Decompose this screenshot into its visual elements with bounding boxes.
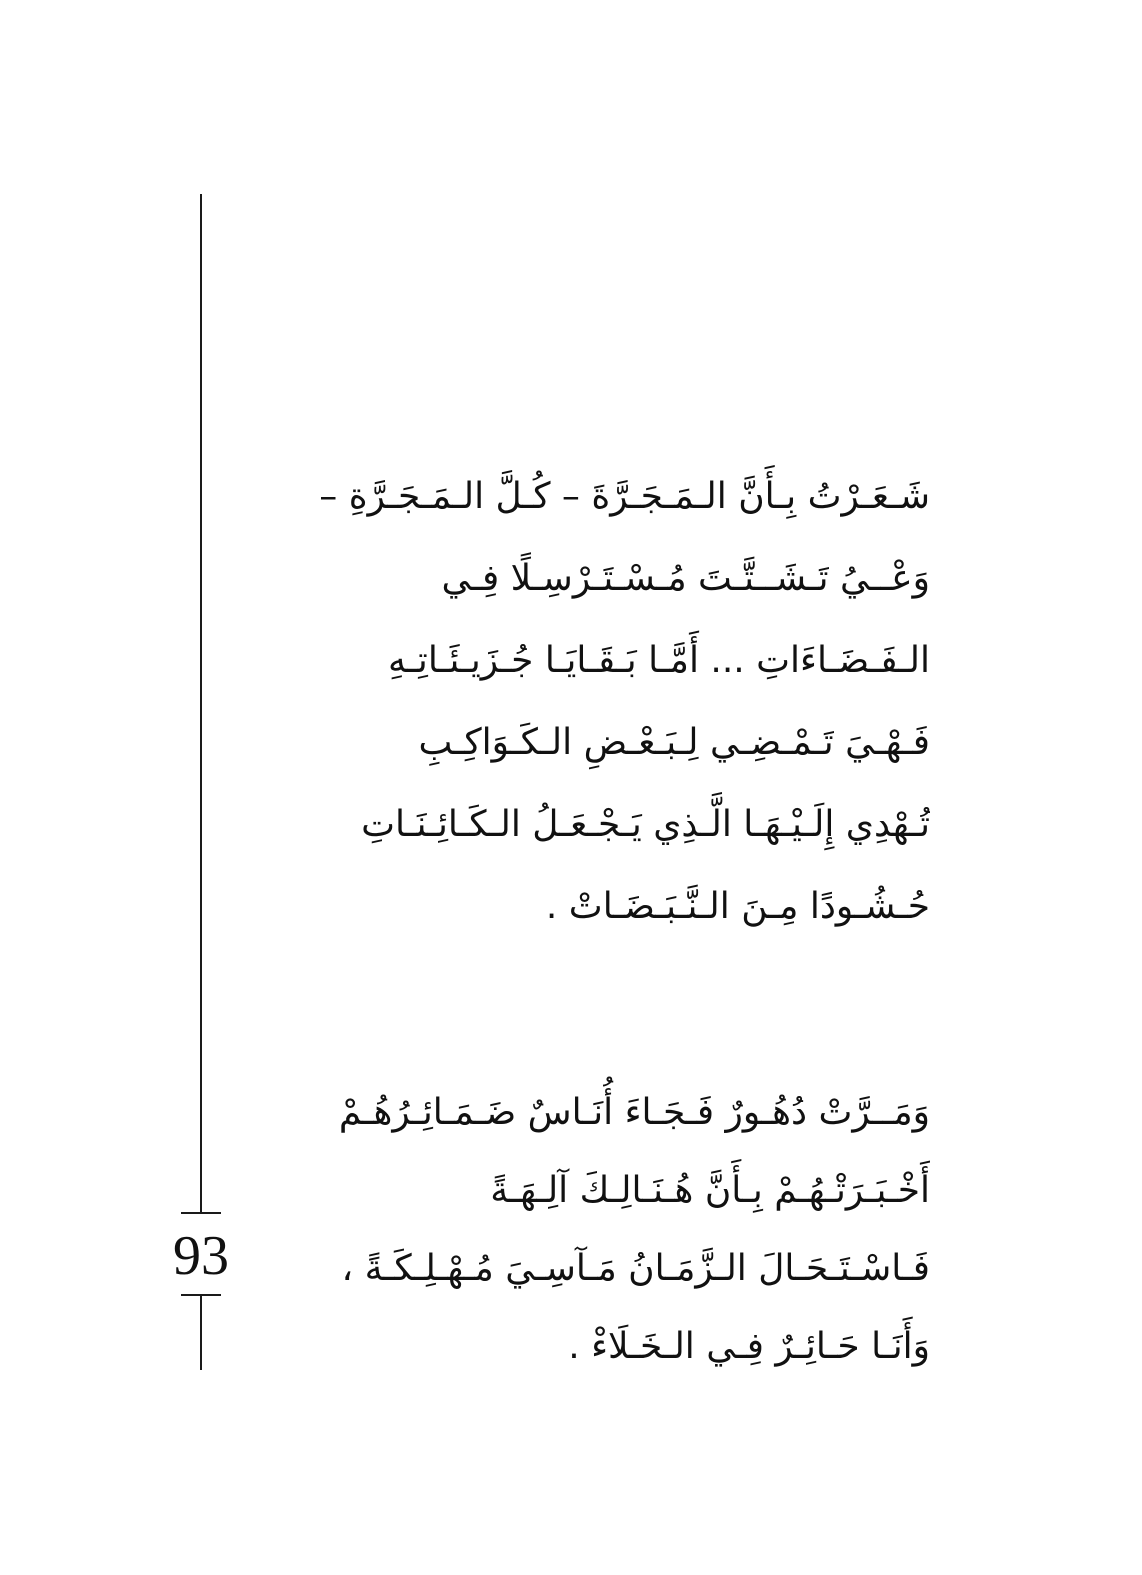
margin-rule-cap-top bbox=[181, 1212, 221, 1214]
poem-line: شَـعَـرْتُ بِـأَنَّ الـمَـجَـرَّةَ – كُـلَّ الـمَـجَـرَّةِ – bbox=[319, 476, 930, 517]
poem-line: تُـهْدِي إِلَـيْـهَـا الَّـذِي يَـجْـعَـلُ الـكَـائِـنَـاتِ bbox=[361, 804, 930, 845]
poem-line: فَـهْـيَ تَـمْـضِـي لِـبَـعْـضِ الـكَـوَاكِـبِ bbox=[418, 722, 930, 763]
poem-line: حُـشُـودًا مِـنَ الـنَّـبَـضَـاتْ . bbox=[545, 886, 930, 927]
margin-rule-top bbox=[200, 194, 202, 1212]
poem-line: وَعْــيُ تَـشَــتَّـتَ مُـسْـتَـرْسِـلًا فِـي bbox=[441, 558, 930, 599]
poem-line: أَخْـبَـرَتْـهُـمْ بِـأَنَّ هُـنَـالِـكَ آلِـهَـةً bbox=[490, 1170, 930, 1211]
poem-stanza-2 bbox=[290, 1074, 930, 1386]
poem-line: وَأَنَـا حَـائِـرٌ فِـي الـخَـلَاءْ . bbox=[568, 1326, 930, 1367]
page-number: 93 bbox=[173, 1225, 229, 1287]
poem-line: وَمَــرَّتْ دُهُـورٌ فَـجَـاءَ أُنَـاسٌ ضَـمَـائِـرُهُـمْ bbox=[338, 1092, 930, 1133]
poem-stanza-1 bbox=[290, 456, 930, 948]
poem-line: الـفَـضَـاءَاتِ ... أَمَّـا بَـقَـايَـا جُـزَيـئَـاتِـهِ bbox=[387, 640, 930, 681]
poem-line: فَـاسْـتَـحَـالَ الـزَّمَـانُ مَـآسِـيَ مُـهْـلِـكَـةً ، bbox=[341, 1248, 930, 1289]
margin-rule-bottom bbox=[200, 1296, 202, 1370]
